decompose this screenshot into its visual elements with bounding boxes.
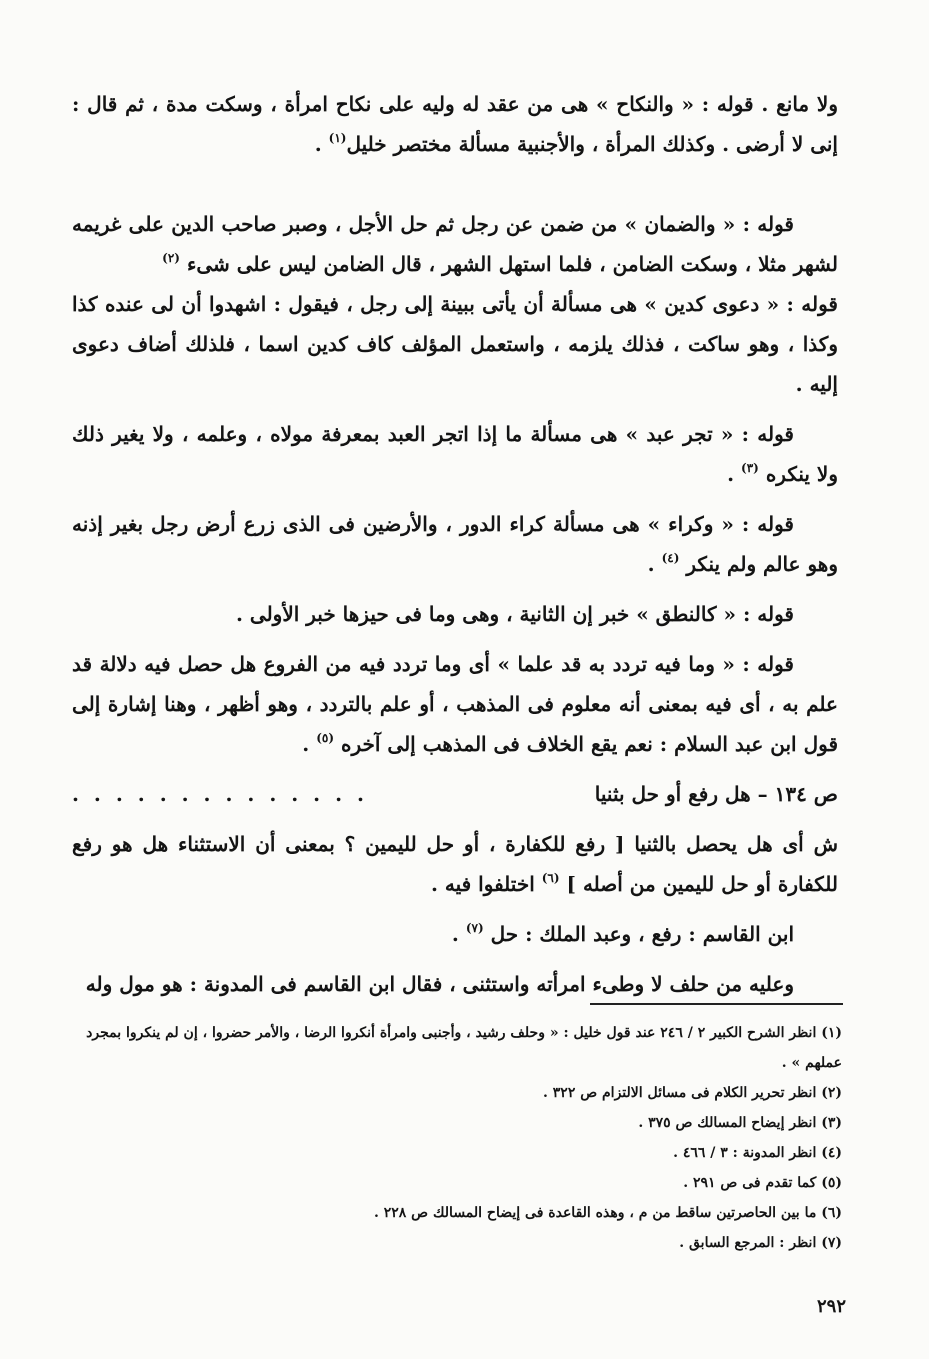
verse-line	[72, 774, 838, 814]
footnote-divider	[590, 1003, 843, 1005]
footnote-7: (٧) انظر : المرجع السابق .	[679, 1235, 842, 1251]
footnote-ref-4[interactable]: (٤)	[661, 551, 680, 565]
footnote-3: (٣) انظر إيضاح المسالك ص ٣٧٥ .	[638, 1115, 842, 1131]
footnote-4: (٤) انظر المدونة : ٣ / ٤٦٦ .	[673, 1145, 842, 1161]
paragraph-commentary: ش أى هل يحصل بالثنيا [ رفع للكفارة ، أو حل لليمين ؟ بمعنى أن الاستثناء هل هو رفع للكفارة أو حل لليمين من أصله ] $^{(٦)}$ اختلفوا فيه .	[72, 832, 838, 896]
main-text	[72, 84, 838, 1004]
footnote-6: (٦) ما بين الحاصرتين ساقط من م ، وهذه القاعدة فى إيضاح المسالك ص ٢٢٨ .	[374, 1205, 842, 1221]
page-number: ٢٩٢	[816, 1296, 846, 1317]
footnote-ref-1[interactable]: (١)	[328, 131, 347, 145]
paragraph-oath: وعليه من حلف لا وطىء امرأته واستثنى ، فقال ابن القاسم فى المدونة : هو مول وله	[85, 972, 794, 996]
paragraph-prohibition: ولا مانع . قوله : « والنكاح » هى من عقد له وليه على نكاح امرأة ، وسكت مدة ، ثم قال : إنى لا أرضى . وكذلك المرأة ، والأجنبية مسألة مختصر خليل$^{(١)}$ .	[72, 92, 838, 156]
footnote-2: (٢) انظر تحرير الكلام فى مسائل الالتزام ص ٣٢٢ .	[543, 1085, 842, 1101]
paragraph-opinions: ابن القاسم : رفع ، وعبد الملك : حل $^{(٧)}$ .	[451, 921, 794, 946]
paragraph-guarantee: قوله : « والضمان » من ضمن عن رجل ثم حل الأجل ، وصبر صاحب الدين على غريمه لشهر مثلا ، وسكت الضامن ، فلما استهل الشهر ، قال الضامن ليس على شىء $^{(٢)}$	[72, 212, 838, 276]
paragraph-rent: قوله : « وكراء » هى مسألة كراء الدور ، والأرضين فى الذى زرع أرض رجل بغير إذنه وهو عالم ولم ينكر $^{(٤)}$ .	[72, 512, 838, 576]
footnote-ref-2[interactable]: (٢)	[162, 251, 180, 265]
verse-ellipsis: . . . . . . . . . . . . . .	[72, 782, 368, 806]
footnote-ref-6[interactable]: (٦)	[541, 871, 560, 885]
verse-text: ص ١٣٤ – هل رفع أو حل بثنيا	[594, 782, 838, 806]
footnote-ref-5[interactable]: (٥)	[316, 731, 335, 745]
footnotes	[72, 1018, 842, 1258]
paragraph-speech: قوله : « كالنطق » خبر إن الثانية ، وهى وما فى حيزها خبر الأولى .	[235, 602, 794, 626]
paragraph-hesitation: قوله : « وما فيه تردد به قد علما » أى وما تردد فيه من الفروع هل حصل فيه دلالة قد علم به ، أى فيه بمعنى أنه معلوم فى المذهب ، أو علم بالتردد ، وهو أظهر ، وهنا إشارة إلى قول ابن عبد السلام : نعم يقع الخلاف فى المذهب إلى آخره $^{(٥)}$ .	[72, 652, 838, 756]
footnote-1: (١) انظر الشرح الكبير ٢ / ٢٤٦ عند قول خليل : « وحلف رشيد ، وأجنبى وامرأة أنكروا الرضا ، والأمر حضروا ، إن لم ينكروا بمجرد عملهم » .	[86, 1025, 842, 1071]
paragraph-slave-trade: قوله : « تجر عبد » هى مسألة ما إذا اتجر العبد بمعرفة مولاه ، وعلمه ، ولا يغير ذلك ولا ينكره $^{(٣)}$ .	[72, 422, 838, 486]
footnote-ref-7[interactable]: (٧)	[465, 921, 484, 935]
footnote-5: (٥) كما تقدم فى ص ٢٩١ .	[683, 1175, 842, 1191]
footnote-ref-3[interactable]: (٣)	[741, 461, 759, 475]
paragraph-debt-claim: قوله : « دعوى كدين » هى مسألة أن يأتى ببينة إلى رجل ، فيقول : اشهدوا أن لى عنده كذا وكذا ، وهو ساكت ، فذلك يلزمه ، واستعمل المؤلف كاف كدين اسما ، فلذلك أضاف دعوى إليه .	[72, 292, 838, 396]
